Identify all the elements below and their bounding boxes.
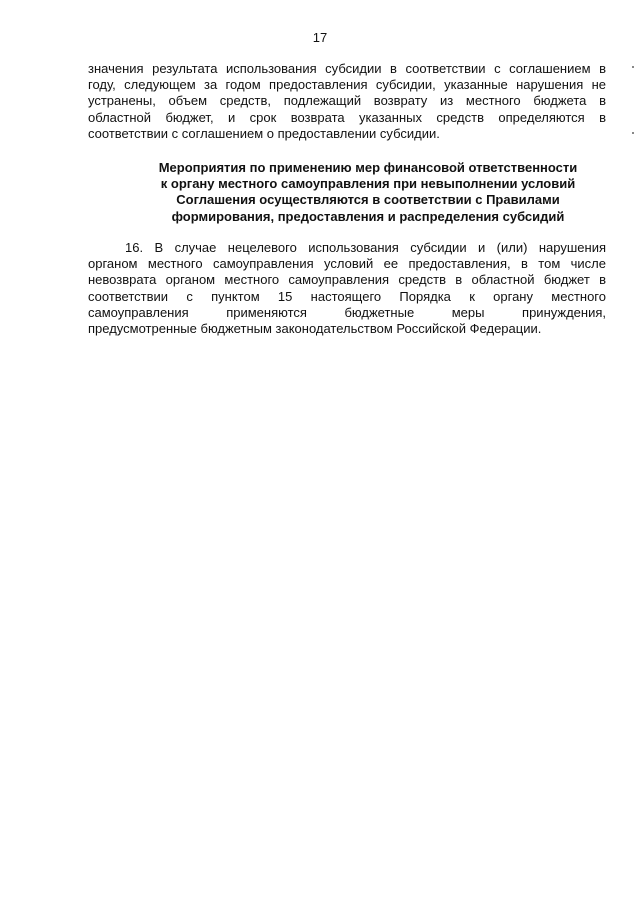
paragraph-continuation [88,61,606,142]
paragraph-line: устранены, объем средств, подлежащий возврату из местного бюджета в [88,93,606,109]
heading-line: к органу местного самоуправления при невыполнении условий [160,176,576,192]
paragraph-line: предусмотренные бюджетным законодательством Российской Федерации. [88,321,542,337]
paragraph-line: значения результата использования субсидии в соответствии с соглашением в [88,61,606,76]
heading-line: Мероприятия по применению мер финансовой ответственности [158,160,578,175]
scan-artifact [632,66,634,68]
paragraph-line: невозврата органом местного самоуправления средств в областной бюджет в [88,272,606,288]
paragraph-line: органом местного самоуправления условий ее предоставления, в том числе [88,256,606,272]
page-number: 17 [312,30,328,45]
section-heading [88,160,640,225]
heading-line: формирования, предоставления и распределения субсидий [171,208,565,224]
paragraph-line: областной бюджет, и срок возврата указанных средств определяются в [88,109,606,125]
paragraph-line: соответствии с соглашением о предоставлении субсидии. [88,125,440,141]
heading-line: Соглашения осуществляются в соответствии с Правилами [176,192,560,208]
scan-artifact [632,132,634,134]
paragraph-line: самоуправления применяются бюджетные меры принуждения, [88,304,606,320]
paragraph-line: 16. В случае нецелевого использования субсидии и (или) нарушения [125,240,606,255]
paragraph-line: соответствии с пунктом 15 настоящего Порядка к органу местного [88,288,606,304]
paragraph-line: году, следующем за годом предоставления субсидии, указанные нарушения не [88,77,606,93]
paragraph-16 [88,240,606,337]
